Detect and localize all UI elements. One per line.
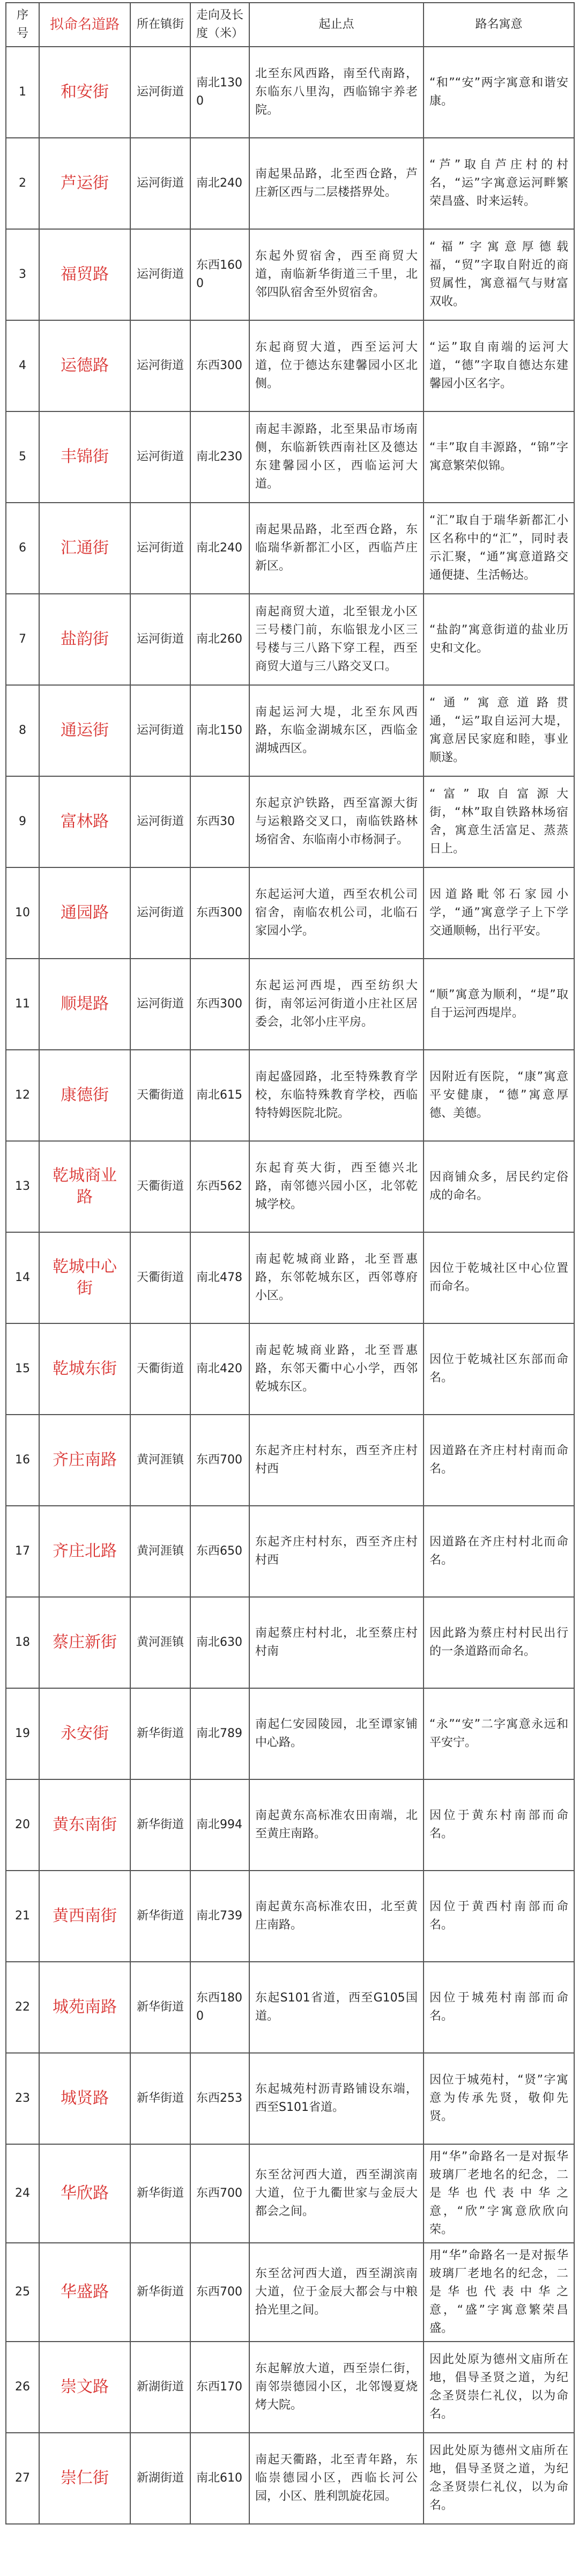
start-end-points: 东起运河西堤，西至纺织大街，南邻运河街道小庄社区居委会，北邻小庄平房。 [249,959,424,1050]
road-name: 乾城东街 [39,1323,130,1415]
town-name: 运河街道 [130,47,190,138]
row-index: 19 [6,1688,39,1779]
name-meaning: “运”取自南端的运河大道，“德”字取自德达东建馨园小区名字。 [424,320,574,411]
table-row [6,1506,574,1597]
road-name: 盐韵街 [39,594,130,685]
table-row [6,776,574,867]
name-meaning: 因附近有医院，“康”寓意平安健康，“德”寓意厚德、美德。 [424,1050,574,1141]
direction-length: 南北420 [190,1323,249,1415]
town-name: 新华街道 [130,2053,190,2144]
start-end-points: 东起城苑村沥青路铺设东端，西至S101省道。 [249,2053,424,2144]
name-meaning: “丰”取自丰源路，“锦”字寓意繁荣似锦。 [424,411,574,503]
direction-length: 东西1800 [190,1962,249,2053]
road-name: 城贤路 [39,2053,130,2144]
start-end-points: 南起果品路，北至西仓路，芦庄新区西与二层楼搭界处。 [249,138,424,229]
header-index: 序号 [6,3,39,47]
row-index: 7 [6,594,39,685]
direction-length: 东西170 [190,2342,249,2433]
direction-length: 东西30 [190,776,249,867]
road-name: 齐庄南路 [39,1415,130,1506]
town-name: 运河街道 [130,503,190,594]
road-name: 黄东南街 [39,1779,130,1871]
direction-length: 东西700 [190,1415,249,1506]
direction-length: 南北789 [190,1688,249,1779]
direction-length: 南北610 [190,2433,249,2524]
name-meaning: “福”字寓意厚德载福，“贸”字取自附近的商贸属性，寓意福气与财富双收。 [424,229,574,320]
name-meaning: 因位于乾城社区东部而命名。 [424,1323,574,1415]
road-name: 永安街 [39,1688,130,1779]
road-name: 康德街 [39,1050,130,1141]
row-index: 12 [6,1050,39,1141]
table-row [6,867,574,959]
table-row [6,1415,574,1506]
row-index: 26 [6,2342,39,2433]
row-index: 25 [6,2243,39,2342]
name-meaning: 因此处原为德州文庙所在地，倡导圣贤之道，为纪念圣贤崇仁礼仪，以为命名。 [424,2342,574,2433]
town-name: 新湖街道 [130,2342,190,2433]
direction-length: 南北1300 [190,47,249,138]
table-row [6,1688,574,1779]
table-row [6,411,574,503]
row-index: 20 [6,1779,39,1871]
town-name: 新华街道 [130,1688,190,1779]
name-meaning: 因位于城苑村南部而命名。 [424,1962,574,2053]
road-name: 崇文路 [39,2342,130,2433]
row-index: 11 [6,959,39,1050]
start-end-points: 南起商贸大道，北至银龙小区三号楼门前，东临银龙小区三号楼与三八路下穿工程，西至商贸大道与三八路交叉口。 [249,594,424,685]
start-end-points: 东起京沪铁路，西至富源大街与运粮路交叉口，南临铁路林场宿舍、东临南小市杨洞子。 [249,776,424,867]
table-row [6,1962,574,2053]
direction-length: 南北994 [190,1779,249,1871]
row-index: 16 [6,1415,39,1506]
direction-length: 东西700 [190,2243,249,2342]
header-road-name: 拟命名道路 [39,3,130,47]
direction-length: 东西562 [190,1141,249,1232]
direction-length: 南北230 [190,411,249,503]
direction-length: 东西300 [190,320,249,411]
table-row [6,1323,574,1415]
name-meaning: 因位于黄西村南部而命名。 [424,1871,574,1962]
town-name: 黄河涯镇 [130,1415,190,1506]
direction-length: 东西650 [190,1506,249,1597]
town-name: 运河街道 [130,685,190,776]
row-index: 10 [6,867,39,959]
name-meaning: “和”“安”两字寓意和谐安康。 [424,47,574,138]
start-end-points: 东起育英大街，西至德兴北路，南邻德兴园小区，北邻乾城学校。 [249,1141,424,1232]
start-end-points: 南起乾城商业路，北至晋惠路，东邻天衢中心小学，西邻乾城东区。 [249,1323,424,1415]
start-end-points: 南起丰源路，北至果品市场南侧，东临新铁西南社区及德达东建馨园小区，西临运河大道。 [249,411,424,503]
direction-length: 南北240 [190,503,249,594]
header-meaning: 路名寓意 [424,3,574,47]
road-name: 崇仁街 [39,2433,130,2524]
road-name: 蔡庄新街 [39,1597,130,1688]
start-end-points: 南起乾城商业路，北至晋惠路，东邻乾城东区，西邻尊府小区。 [249,1232,424,1323]
name-meaning: “富”取自富源大街，“林”取自铁路林场宿舍，寓意生活富足、蒸蒸日上。 [424,776,574,867]
name-meaning: 因位于黄东村南部而命名。 [424,1779,574,1871]
table-row [6,1232,574,1323]
road-name: 齐庄北路 [39,1506,130,1597]
table-row [6,594,574,685]
town-name: 天衢街道 [130,1141,190,1232]
name-meaning: 因此路为蔡庄村村民出行的一条道路而命名。 [424,1597,574,1688]
road-name: 芦运街 [39,138,130,229]
start-end-points: 北至东风西路，南至代南路，东临东八里沟，西临锦宇养老院。 [249,47,424,138]
name-meaning: 因道路在齐庄村村南而命名。 [424,1415,574,1506]
direction-length: 南北150 [190,685,249,776]
road-name: 黄西南街 [39,1871,130,1962]
start-end-points: 东起齐庄村村东，西至齐庄村村西 [249,1415,424,1506]
direction-length: 东西300 [190,959,249,1050]
direction-length: 东西300 [190,867,249,959]
name-meaning: “盐韵”寓意街道的盐业历史和文化。 [424,594,574,685]
direction-length: 南北478 [190,1232,249,1323]
start-end-points: 南起仁安园陵园，北至谭家铺中心路。 [249,1688,424,1779]
road-name: 乾城中心街 [39,1232,130,1323]
table-row [6,2053,574,2144]
table-row [6,2433,574,2524]
town-name: 运河街道 [130,867,190,959]
table-row [6,1871,574,1962]
name-meaning: 因此处原为德州文庙所在地，倡导圣贤之道，为纪念圣贤崇仁礼仪，以为命名。 [424,2433,574,2524]
name-meaning: 因位于乾城社区中心位置而命名。 [424,1232,574,1323]
direction-length: 南北739 [190,1871,249,1962]
name-meaning: 用“华”命路名一是对振华玻璃厂老地名的纪念，二是华也代表中华之意，“欣”字寓意欣欣向荣。 [424,2144,574,2243]
row-index: 6 [6,503,39,594]
table-row [6,2243,574,2342]
road-name: 通运街 [39,685,130,776]
row-index: 17 [6,1506,39,1597]
table-row [6,959,574,1050]
start-end-points: 东起解放大道，西至崇仁街，南邻崇德园小区，北邻馒夏烧烤大院。 [249,2342,424,2433]
town-name: 运河街道 [130,320,190,411]
row-index: 14 [6,1232,39,1323]
town-name: 天衢街道 [130,1232,190,1323]
table-header-row [6,3,574,47]
town-name: 天衢街道 [130,1050,190,1141]
row-index: 5 [6,411,39,503]
name-meaning: “通”寓意道路贯通，“运”取自运河大堤，寓意居民家庭和睦，事业顺遂。 [424,685,574,776]
town-name: 运河街道 [130,959,190,1050]
town-name: 新华街道 [130,2144,190,2243]
header-direction-length: 走向及长度（米） [190,3,249,47]
direction-length: 南北615 [190,1050,249,1141]
road-name: 乾城商业路 [39,1141,130,1232]
row-index: 22 [6,1962,39,2053]
direction-length: 东西1600 [190,229,249,320]
row-index: 3 [6,229,39,320]
row-index: 8 [6,685,39,776]
town-name: 运河街道 [130,411,190,503]
road-name: 通园路 [39,867,130,959]
row-index: 18 [6,1597,39,1688]
name-meaning: 因道路在齐庄村村北而命名。 [424,1506,574,1597]
town-name: 新湖街道 [130,2433,190,2524]
start-end-points: 东起S101省道，西至G105国道。 [249,1962,424,2053]
table-row [6,2144,574,2243]
row-index: 13 [6,1141,39,1232]
town-name: 运河街道 [130,138,190,229]
start-end-points: 南起黄东高标准农田南端，北至黄庄南路。 [249,1779,424,1871]
road-name: 福贸路 [39,229,130,320]
town-name: 新华街道 [130,2243,190,2342]
start-end-points: 东起齐庄村村东，西至齐庄村村西 [249,1506,424,1597]
row-index: 23 [6,2053,39,2144]
road-name: 丰锦街 [39,411,130,503]
table-row [6,47,574,138]
direction-length: 东西253 [190,2053,249,2144]
start-end-points: 东起外贸宿舍，西至商贸大道，南临新华街道三千里，北邻四队宿舍至外贸宿舍。 [249,229,424,320]
direction-length: 南北630 [190,1597,249,1688]
table-row [6,1779,574,1871]
table-row [6,685,574,776]
name-meaning: 因商铺众多，居民约定俗成的命名。 [424,1141,574,1232]
road-name: 顺堤路 [39,959,130,1050]
name-meaning: “汇”取自于瑞华新都汇小区名称中的“汇”，同时表示汇聚，“通”寓意道路交通便捷、生活畅达。 [424,503,574,594]
table-row [6,1141,574,1232]
table-row [6,138,574,229]
road-name: 运德路 [39,320,130,411]
name-meaning: “顺”寓意为顺利，“堤”取自于运河西堤岸。 [424,959,574,1050]
table-row [6,503,574,594]
table-row [6,1050,574,1141]
road-name: 富林路 [39,776,130,867]
town-name: 运河街道 [130,229,190,320]
road-name: 华盛路 [39,2243,130,2342]
name-meaning: 因道路毗邻石家园小学，“通”寓意学子上下学交通顺畅，出行平安。 [424,867,574,959]
row-index: 21 [6,1871,39,1962]
town-name: 黄河涯镇 [130,1506,190,1597]
name-meaning: 因位于城苑村，“贤”字寓意为传承先贤，敬仰先贤。 [424,2053,574,2144]
start-end-points: 东至岔河西大道，西至湖滨南大道，位于金辰大都会与中粮拾光里之间。 [249,2243,424,2342]
row-index: 27 [6,2433,39,2524]
direction-length: 南北240 [190,138,249,229]
road-name: 城苑南路 [39,1962,130,2053]
name-meaning: 用“华”命路名一是对振华玻璃厂老地名的纪念，二是华也代表中华之意，“盛”字寓意繁荣昌盛。 [424,2243,574,2342]
row-index: 2 [6,138,39,229]
start-end-points: 东起运河大道，西至农机公司宿舍，南临农机公司，北临石家园小学。 [249,867,424,959]
direction-length: 东西700 [190,2144,249,2243]
table-row [6,2342,574,2433]
town-name: 运河街道 [130,594,190,685]
table-row [6,1597,574,1688]
start-end-points: 南起盛园路，北至特殊教育学校，东临特殊教育学校，西临特特姆医院北院。 [249,1050,424,1141]
road-naming-table [5,2,575,2525]
start-end-points: 南起蔡庄村村北，北至蔡庄村村南 [249,1597,424,1688]
name-meaning: “永”“安”二字寓意永远和平安宁。 [424,1688,574,1779]
road-name: 和安街 [39,47,130,138]
town-name: 黄河涯镇 [130,1597,190,1688]
row-index: 15 [6,1323,39,1415]
start-end-points: 南起运河大堤，北至东风西路，东临金湖城东区，西临金湖城西区。 [249,685,424,776]
header-town: 所在镇街 [130,3,190,47]
town-name: 新华街道 [130,1871,190,1962]
name-meaning: “芦”取自芦庄村的村名，“运”字寓意运河畔繁荣昌盛、时来运转。 [424,138,574,229]
table-row [6,229,574,320]
start-end-points: 南起果品路，北至西仓路，东临瑞华新都汇小区，西临芦庄新区。 [249,503,424,594]
town-name: 运河街道 [130,776,190,867]
row-index: 1 [6,47,39,138]
road-name: 汇通街 [39,503,130,594]
row-index: 4 [6,320,39,411]
row-index: 9 [6,776,39,867]
row-index: 24 [6,2144,39,2243]
town-name: 新华街道 [130,1962,190,2053]
town-name: 天衢街道 [130,1323,190,1415]
direction-length: 南北260 [190,594,249,685]
start-end-points: 南起天衢路，北至青年路，东临崇德园小区，西临长河公园，小区、胜利凯旋花园。 [249,2433,424,2524]
start-end-points: 东起商贸大道，西至运河大道，位于德达东建馨园小区北侧。 [249,320,424,411]
town-name: 新华街道 [130,1779,190,1871]
table-row [6,320,574,411]
table-body [6,47,574,2524]
road-name: 华欣路 [39,2144,130,2243]
header-start-end: 起止点 [249,3,424,47]
start-end-points: 东至岔河西大道，西至湖滨南大道，位于九衢世家与金辰大都会之间。 [249,2144,424,2243]
start-end-points: 南起黄东高标准农田，北至黄庄南路。 [249,1871,424,1962]
